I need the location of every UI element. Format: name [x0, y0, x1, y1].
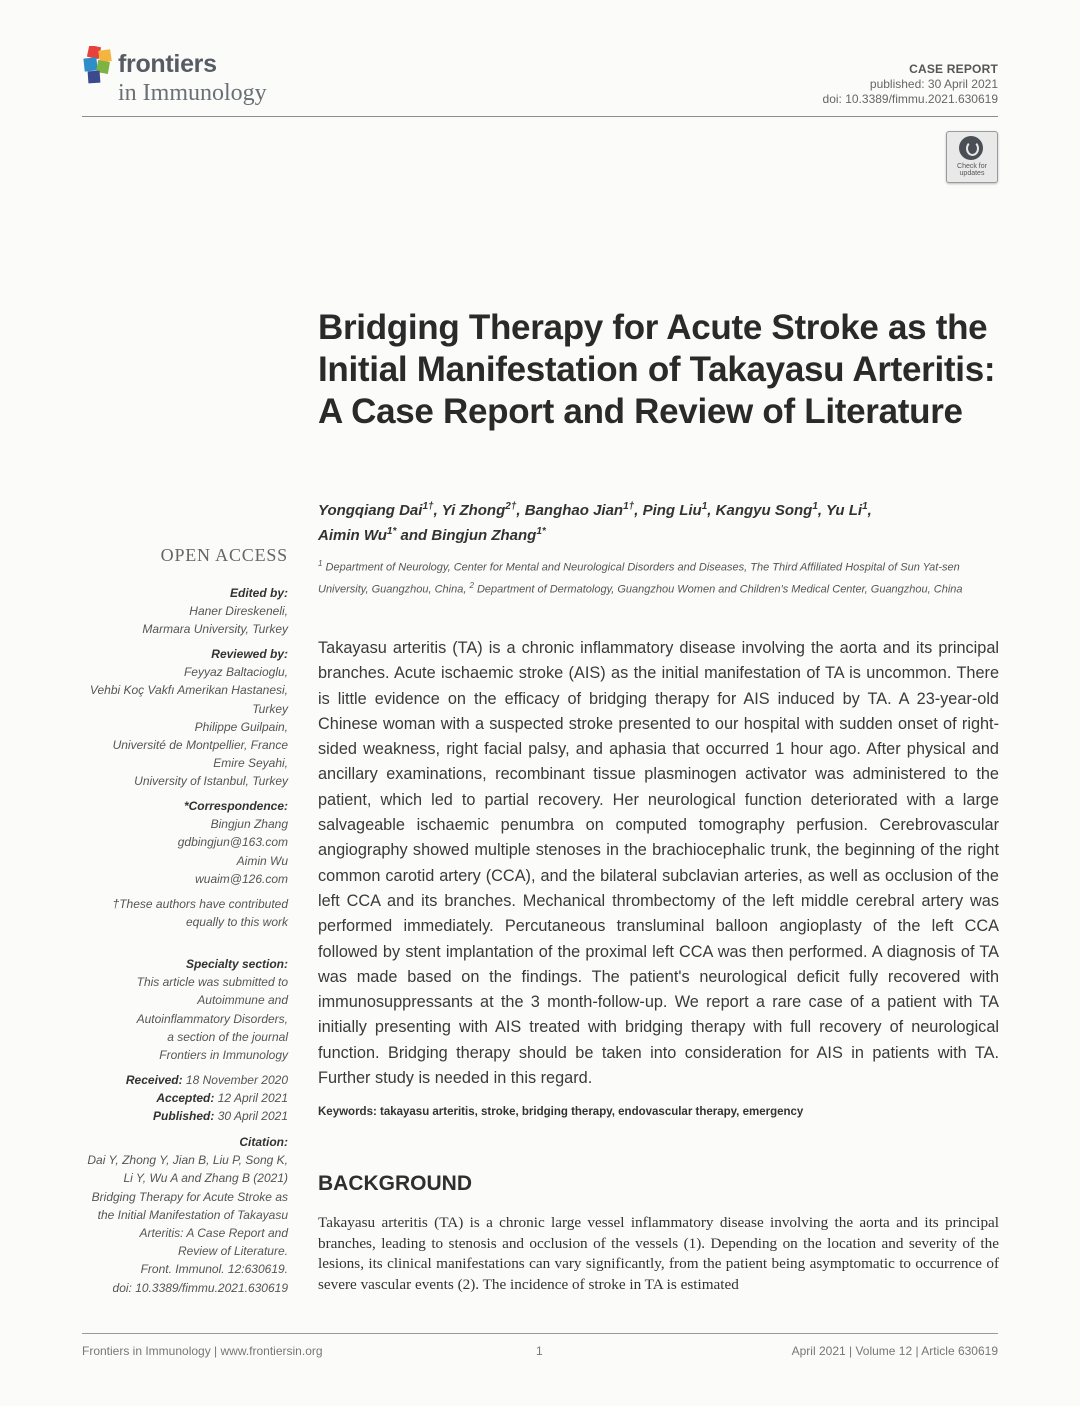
- author-affiliation-sup: 1: [701, 501, 708, 512]
- open-access-label: OPEN ACCESS: [160, 545, 288, 565]
- specialty-section-block: Specialty section: This article was submitted to Autoimmune and Autoinflammatory Disorders, a section of the journal Frontiers in Immunology: [136, 957, 288, 1063]
- check-updates-label: Check for updates: [957, 163, 987, 177]
- citation-block: Citation: Dai Y, Zhong Y, Jian B, Liu P, Song K, Li Y, Wu A and Zhang B (2021) Bridging Therapy for Acute Stroke as the Initial Manifestation of Takayasu Arteritis: A Case Report and Review of Literature. Front. Immunol. 12:630619. doi: 10.3389/fimmu.2021.630619: [58, 1133, 288, 1297]
- article-type: CASE REPORT: [909, 62, 998, 76]
- author-affiliation-sup: 1*: [386, 526, 397, 537]
- background-paragraph: Takayasu arteritis (TA) is a chronic large vessel inflammatory disease involving the aorta and its principal branches, leading to stenosis and occlusion of the vessels (1). Depending on the location and severity of the lesions, its clinical manifestations can vary significantly, from the patient being asymptomatic to occurrence of severe vascular events (2). The incidence of stroke in TA is estimated: [318, 1214, 999, 1293]
- footer-divider: [82, 1333, 998, 1334]
- footer-issue-info: April 2021 | Volume 12 | Article 630619: [791, 1344, 998, 1358]
- journal-logo[interactable]: [82, 46, 312, 112]
- edited-by-block: Edited by: Haner Direskeneli, Marmara University, Turkey: [142, 586, 288, 637]
- footer-journal-link[interactable]: Frontiers in Immunology | www.frontiersin.org: [82, 1344, 323, 1358]
- logo-text-frontiers: frontiers: [118, 50, 217, 78]
- affiliations: $^1$ Department of Neurology, Center for Mental and Neurological Disorders and Diseases, The Third Affiliated Hospital of Sun Yat-sen University, Guangzhou, China, $^2$ Department of Dermatology, Guangzhou Women and Children's Medical Center, Guangzhou, China: [318, 559, 963, 596]
- citation-doi-link[interactable]: doi: 10.3389/fimmu.2021.630619: [112, 1280, 288, 1295]
- logo-text-journal: in Immunology: [118, 80, 267, 106]
- published-date: published: 30 April 2021: [869, 77, 998, 91]
- article-doi[interactable]: doi: 10.3389/fimmu.2021.630619: [822, 92, 998, 106]
- author-name[interactable]: Ping Liu: [642, 502, 702, 519]
- section-heading-background: BACKGROUND: [318, 1172, 472, 1195]
- affiliation-2: Department of Dermatology, Guangzhou Women and Children's Medical Center, Guangzhou, China: [476, 583, 963, 596]
- author-name[interactable]: Banghao Jian: [524, 502, 624, 519]
- author-name[interactable]: Kangyu Song: [715, 502, 813, 519]
- author-list: Yongqiang Dai$^{1\dagger}$, Yi Zhong$^{2\dagger}$, Banghao Jian$^{1\dagger}$, Ping Liu$^1$, Kangyu Song$^1$, Yu Li$^1$, Aimin $Wu^{1*}$ and Bingjun Zhang$^{1*}$: [318, 501, 872, 544]
- article-meta: [823, 62, 998, 107]
- author-affiliation-sup: 1†: [422, 501, 434, 512]
- crossmark-icon: [959, 136, 983, 160]
- correspondence-block: *Correspondence: Bingjun Zhang gdbingjun@163.com Aimin Wu wuaim@126.com: [58, 797, 288, 888]
- check-for-updates-button[interactable]: [946, 131, 998, 183]
- author-name[interactable]: Yu Li: [825, 502, 863, 519]
- author-name[interactable]: Yongqiang Dai: [318, 502, 423, 519]
- author-affiliation-sup: 1†: [623, 501, 635, 512]
- reviewed-by-block: Reviewed by: Feyyaz Baltacioglu, Vehbi Koç Vakfı Amerikan Hastanesi, Turkey Philippe Guilpain, Université de Montpellier, France Emire Seyahi, University of Istanbul, Turkey: [89, 647, 288, 789]
- author-name[interactable]: Aimin Wu: [318, 527, 387, 544]
- article-title: Bridging Therapy for Acute Stroke as the Initial Manifestation of Takayasu Arteritis: A Case Report and Review of Literature: [318, 308, 996, 431]
- author-affiliation-sup: 1*: [536, 526, 546, 537]
- author-name[interactable]: Yi Zhong: [441, 502, 506, 519]
- abstract-text: Takayasu arteritis (TA) is a chronic inflammatory disease involving the aorta and its principal branches. Acute ischaemic stroke (AIS) as the initial manifestation of TA is uncommon. There is little evidence on the efficacy of bridging therapy for AIS induced by TA. A 23-year-old Chinese woman with a suspected stroke presented to our hospital with sudden onset of right-sided weakness, right facial palsy, and aphasia that occurred 1 hour ago. After physical and ancillary examinations, recombinant tissue plasminogen activator was administered to the patient, which led to partial recovery. Her neurological function deteriorated with a large salvageable ischaemic penumbra on computed tomography perfusion. Cerebrovascular angiography showed multiple stenoses in the brachiocephalic trunk, the beginning of the right common carotid artery (CCA), and the bilateral subclavian arteries, as well as occlusion of the left CCA and its branches. Mechanical thrombectomy of the left middle cerebral artery was performed immediately. Percutaneous transluminal balloon angioplasty of the left CCA followed by stent implantation of the proximal left CCA was then performed. A diagnosis of TA was made based on the findings. The patient's neurological deficit fully recovered with immunosuppressants at the 3 month-follow-up. We report a rare case of a patient with TA initially presenting with AIS treated with bridging therapy with full recovery of neurological function. Bridging therapy should be taken into consideration for AIS in patients with TA. Further study is needed in this regard.: [318, 639, 999, 1088]
- equal-contribution-note: †These authors have contributed equally to this work: [112, 897, 288, 930]
- dates-block: Received: 18 November 2020 Accepted: 12 April 2021 Published: 30 April 2021: [125, 1073, 288, 1124]
- frontiers-logo-icon: [82, 46, 116, 86]
- affiliation-1: Department of Neurology, Center for Mental and Neurological Disorders and Diseases, The Third Affiliated Hospital of Sun Yat-sen University, Guangzhou, China,: [318, 561, 960, 596]
- header-divider: [82, 116, 998, 117]
- author-affiliation-sup: 1: [812, 501, 818, 512]
- email-link[interactable]: gdbingjun@163.com: [177, 835, 288, 850]
- author-name[interactable]: Bingjun Zhang: [431, 527, 537, 544]
- page-number: 1: [536, 1344, 543, 1358]
- keywords: Keywords: takayasu arteritis, stroke, bridging therapy, endovascular therapy, emergency: [318, 1106, 804, 1118]
- email-link[interactable]: wuaim@126.com: [195, 871, 288, 886]
- author-affiliation-sup: 1: [862, 501, 868, 512]
- author-affiliation-sup: 2†: [505, 501, 517, 512]
